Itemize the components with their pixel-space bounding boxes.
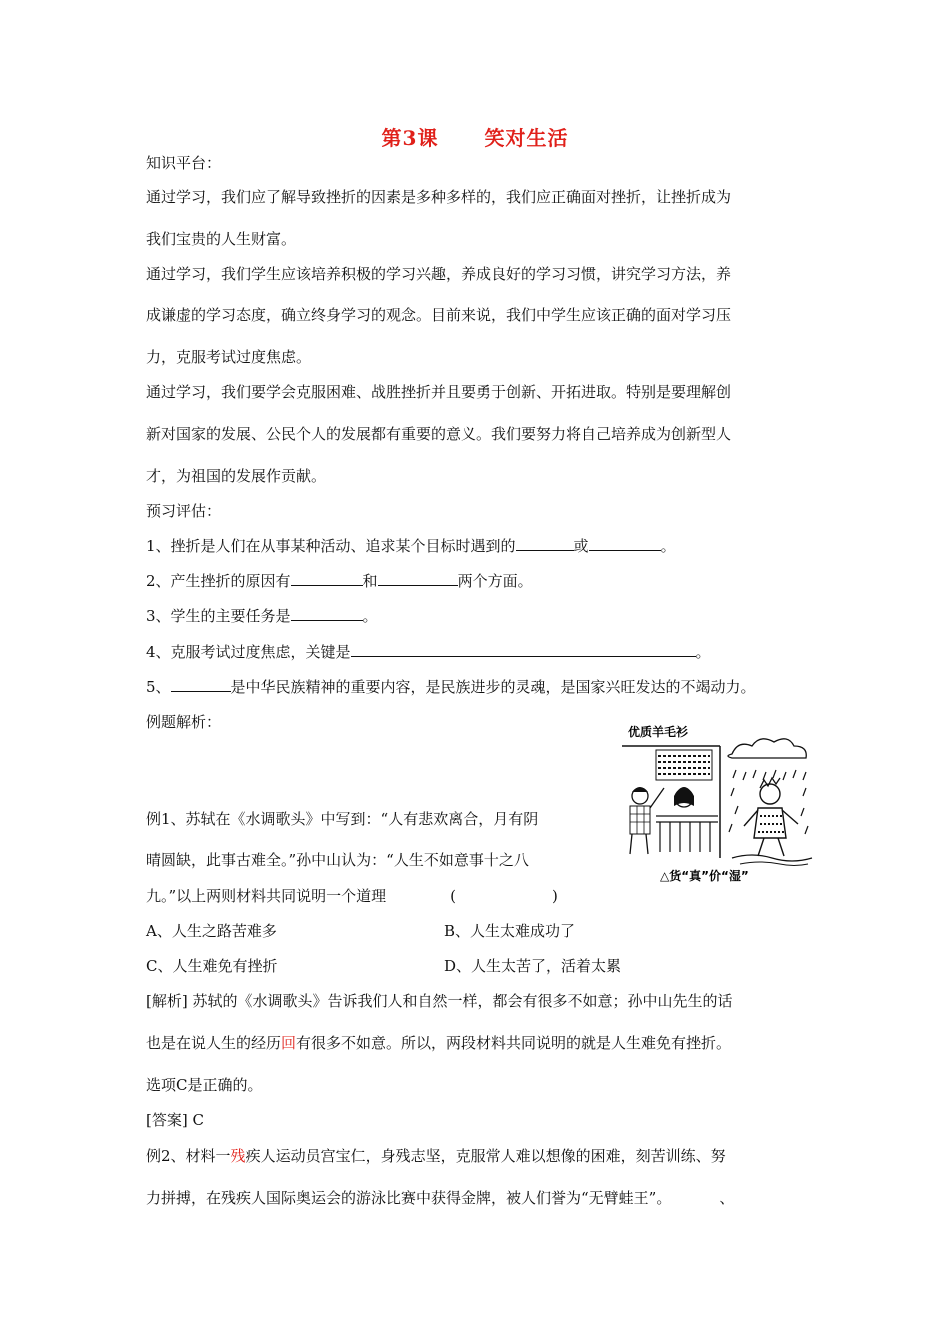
answer-blank[interactable] <box>516 536 574 551</box>
knowledge-p3-line3: 才，为祖国的发展作贡献。 <box>146 467 327 485</box>
example1-line3: 九。”以上两则材料共同说明一个道理 ( ) <box>146 887 558 905</box>
option-c: C、人生难免有挫折 <box>146 957 278 975</box>
cartoon-illustration <box>620 718 820 886</box>
option-b: B、人生太难成功了 <box>444 922 576 940</box>
knowledge-p3-line2: 新对国家的发展、公民个人的发展都有重要的意义。我们要努力将自己培养成为创新型人 <box>146 425 732 443</box>
analysis-line1: [解析] 苏轼的《水调歌头》告诉我们人和自然一样，都会有很多不如意；孙中山先生的话 <box>146 992 733 1010</box>
example1-line1: 例1、苏轼在《水调歌头》中写到：“人有悲欢离合，月有阴 <box>146 810 539 828</box>
question-3: 3、学生的主要任务是 。 <box>146 607 378 625</box>
knowledge-p1-line1: 通过学习，我们应了解导致挫折的因素是多种多样的，我们应正确面对挫折，让挫折成为 <box>146 188 732 206</box>
lesson-name: 笑对生活 <box>484 126 569 150</box>
question-2: 2、产生挫折的原因有 和 两个方面。 <box>146 572 533 590</box>
analysis-line2: 也是在说人生的经历回有很多不如意。所以，两段材料共同说明的就是人生难免有挫折。 <box>146 1034 732 1052</box>
knowledge-heading: 知识平台： <box>146 154 222 172</box>
knowledge-p2-line2: 成谦虚的学习态度，确立终身学习的观念。目前来说，我们中学生应该正确的面对学习压 <box>146 306 732 324</box>
answer-blank[interactable] <box>589 536 661 551</box>
example2-line2: 力拼搏，在残疾人国际奥运会的游泳比赛中获得金牌，被人们誉为“无臂蛙王”。 、 <box>146 1189 735 1207</box>
option-a: A、人生之路苦难多 <box>146 922 277 940</box>
example2-line1: 例2、材料一残疾人运动员宫宝仁，身残志坚，克服常人难以想像的困难，刻苦训练、努 <box>146 1147 726 1165</box>
question-1: 1、挫折是人们在从事某种活动、追求某个目标时遇到的 或 。 <box>146 537 676 555</box>
cartoon-caption: △货“真”价“湿” <box>660 869 749 883</box>
answer-blank[interactable] <box>291 606 363 621</box>
question-4: 4、克服考试过度焦虑，关键是 。 <box>146 643 711 661</box>
examples-heading: 例题解析： <box>146 713 222 731</box>
cartoon-sign: 优质羊毛衫 <box>628 725 689 739</box>
option-d: D、人生太苦了，活着太累 <box>444 957 622 975</box>
answer-blank[interactable] <box>378 571 458 586</box>
answer-blank[interactable] <box>351 642 696 657</box>
answer-blank[interactable] <box>171 677 231 692</box>
answer-blank[interactable] <box>291 571 363 586</box>
answer-line: [答案] C <box>146 1111 204 1129</box>
cartoon-drawing <box>620 718 820 886</box>
knowledge-p2-line1: 通过学习，我们学生应该培养积极的学习兴趣，养成良好的学习习惯，讲究学习方法，养 <box>146 265 732 283</box>
lesson-number: 第3课 <box>381 126 439 150</box>
page-title <box>0 122 950 151</box>
example1-line2: 晴圆缺，此事古难全。”孙中山认为：“人生不如意事十之八 <box>146 851 529 869</box>
preview-heading: 预习评估： <box>146 502 222 520</box>
question-5: 5、 是中华民族精神的重要内容，是民族进步的灵魂，是国家兴旺发达的不竭动力。 <box>146 678 756 696</box>
knowledge-p1-line2: 我们宝贵的人生财富。 <box>146 230 297 248</box>
analysis-line3: 选项C是正确的。 <box>146 1076 263 1094</box>
knowledge-p2-line3: 力，克服考试过度焦虑。 <box>146 348 312 366</box>
knowledge-p3-line1: 通过学习，我们要学会克服困难、战胜挫折并且要勇于创新、开拓进取。特别是要理解创 <box>146 383 732 401</box>
